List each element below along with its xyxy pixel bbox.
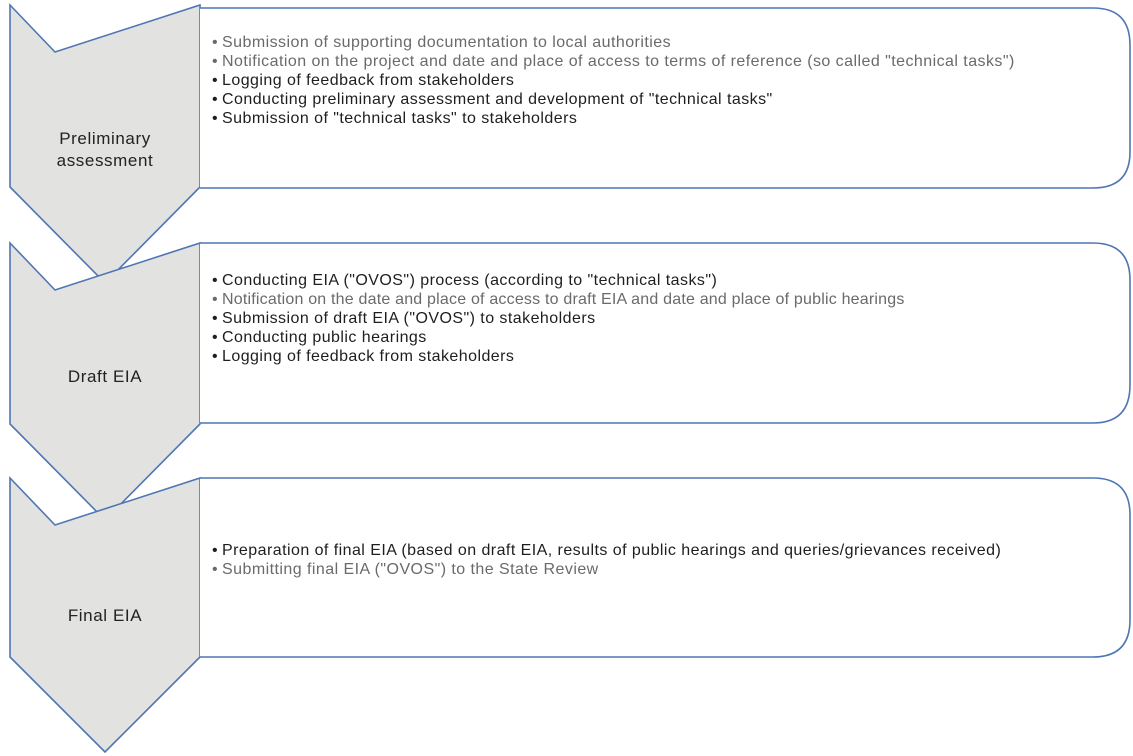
- step-3-label: Final EIA: [67, 606, 143, 625]
- step-2-item-5: • Logging of feedback from stakeholders: [212, 347, 1117, 366]
- step-1-item-4: • Conducting preliminary assessment and development of "technical tasks": [212, 90, 1117, 109]
- step-2-activity-list: [212, 271, 1117, 366]
- step-2-item-1: • Conducting EIA ("OVOS") process (according to "technical tasks"): [212, 271, 1117, 290]
- step-2-item-4: • Conducting public hearings: [212, 328, 1117, 347]
- step-1-item-3: • Logging of feedback from stakeholders: [212, 71, 1117, 90]
- step-2-label: Draft EIA: [67, 367, 143, 386]
- step-3-item-1: • Preparation of final EIA (based on draft EIA, results of public hearings and queries/grievances received): [212, 541, 1117, 560]
- step-1-item-5: • Submission of "technical tasks" to stakeholders: [212, 109, 1117, 128]
- step-2-item-2: • Notification on the date and place of access to draft EIA and date and place of public hearings: [212, 290, 1117, 309]
- step-2-item-3: • Submission of draft EIA ("OVOS") to stakeholders: [212, 309, 1117, 328]
- step-1-item-2: • Notification on the project and date and place of access to terms of reference (so called "technical tasks"): [212, 52, 1117, 71]
- step-3-activity-list: [212, 541, 1117, 579]
- step-1-label: Preliminary assessment: [56, 129, 154, 170]
- step-3-item-2: • Submitting final EIA ("OVOS") to the State Review: [212, 560, 1117, 579]
- step-1-activity-list: [212, 33, 1117, 128]
- step-1-item-1: • Submission of supporting documentation to local authorities: [212, 33, 1117, 52]
